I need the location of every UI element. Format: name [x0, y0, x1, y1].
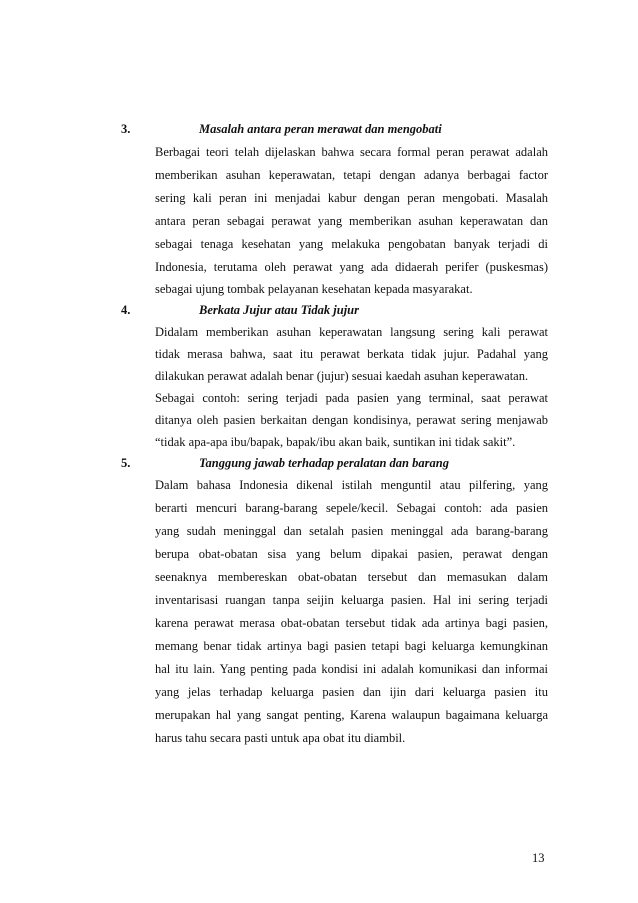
paragraph-line: yang jelas terhadap keluarga pasien dan ijin dari keluarga pasien itu — [155, 685, 548, 699]
paragraph-line: “tidak apa-apa ibu/bapak, bapak/ibu akan baik, suntikan ini tidak sakit”. — [155, 435, 516, 449]
section-title: Masalah antara peran merawat dan mengobati — [199, 122, 442, 136]
paragraph-line: berarti mencuri barang-barang sepele/kecil. Sebagai contoh: ada pasien — [155, 501, 548, 515]
paragraph-line: hal itu lain. Yang penting pada kondisi ini adalah komunikasi dan informai — [155, 662, 548, 676]
section-number: 3. — [121, 122, 131, 136]
paragraph-line: harus tahu secara pasti untuk apa obat itu diambil. — [155, 731, 406, 745]
paragraph-line: berupa obat-obatan sisa yang belum dipakai pasien, perawat dengan — [155, 547, 548, 561]
paragraph-line: sebagai ujung tombak pelayanan kesehatan kepada masyarakat. — [155, 282, 473, 296]
section-heading — [0, 453, 638, 473]
section-number: 4. — [121, 303, 131, 317]
paragraph-line: Indonesia, terutama oleh perawat yang ada didaerah perifer (puskesmas) — [155, 260, 548, 274]
paragraph-line: yang sudah meninggal dan setalah pasien meninggal ada barang-barang — [155, 524, 548, 538]
paragraph-line: tidak merasa bahwa, saat itu perawat berkata tidak jujur. Padahal yang — [155, 347, 548, 361]
section-heading — [0, 119, 638, 139]
paragraph-line: Berbagai teori telah dijelaskan bahwa secara formal peran perawat adalah — [155, 145, 548, 159]
paragraph-line: sebagai tenaga kesehatan yang melakuka pengobatan banyak terjadi di — [155, 237, 548, 251]
page-number: 13 — [532, 851, 545, 865]
paragraph-line: inventarisasi ruangan tanpa seijin keluarga pasien. Hal ini sering terjadi — [155, 593, 548, 607]
paragraph-line: seenaknya membereskan obat-obatan tersebut dan memasukan dalam — [155, 570, 548, 584]
paragraph-line: Didalam memberikan asuhan keperawatan langsung sering kali perawat — [155, 325, 548, 339]
paragraph-line: karena perawat merasa obat-obatan tersebut tidak ada artinya bagi pasien, — [155, 616, 548, 630]
paragraph-line: memberikan asuhan keperawatan, tetapi dengan adanya berbagai factor — [155, 168, 548, 182]
section-title: Tanggung jawab terhadap peralatan dan barang — [199, 456, 449, 470]
paragraph-line: merupakan hal yang sangat penting, Karena walaupun bagaimana keluarga — [155, 708, 548, 722]
paragraph-line: sering kali peran ini menjadai kabur dengan peran mengobati. Masalah — [155, 191, 548, 205]
paragraph-line: memang benar tidak artinya bagi pasien tetapi bagi keluarga kemungkinan — [155, 639, 548, 653]
paragraph-line: Dalam bahasa Indonesia dikenal istilah menguntil atau pilfering, yang — [155, 478, 548, 492]
paragraph-line: dilakukan perawat adalah benar (jujur) sesuai kaedah asuhan keperawatan. — [155, 369, 529, 383]
paragraph-line: ditanya oleh pasien berkaitan dengan kondisinya, perawat sering menjawab — [155, 413, 548, 427]
paragraph-line: Sebagai contoh: sering terjadi pada pasien yang terminal, saat perawat — [155, 391, 548, 405]
section-heading — [0, 300, 638, 320]
paragraph-line: antara peran sebagai perawat yang memberikan asuhan keperawatan dan — [155, 214, 548, 228]
section-title: Berkata Jujur atau Tidak jujur — [199, 303, 359, 317]
section-number: 5. — [121, 456, 131, 470]
